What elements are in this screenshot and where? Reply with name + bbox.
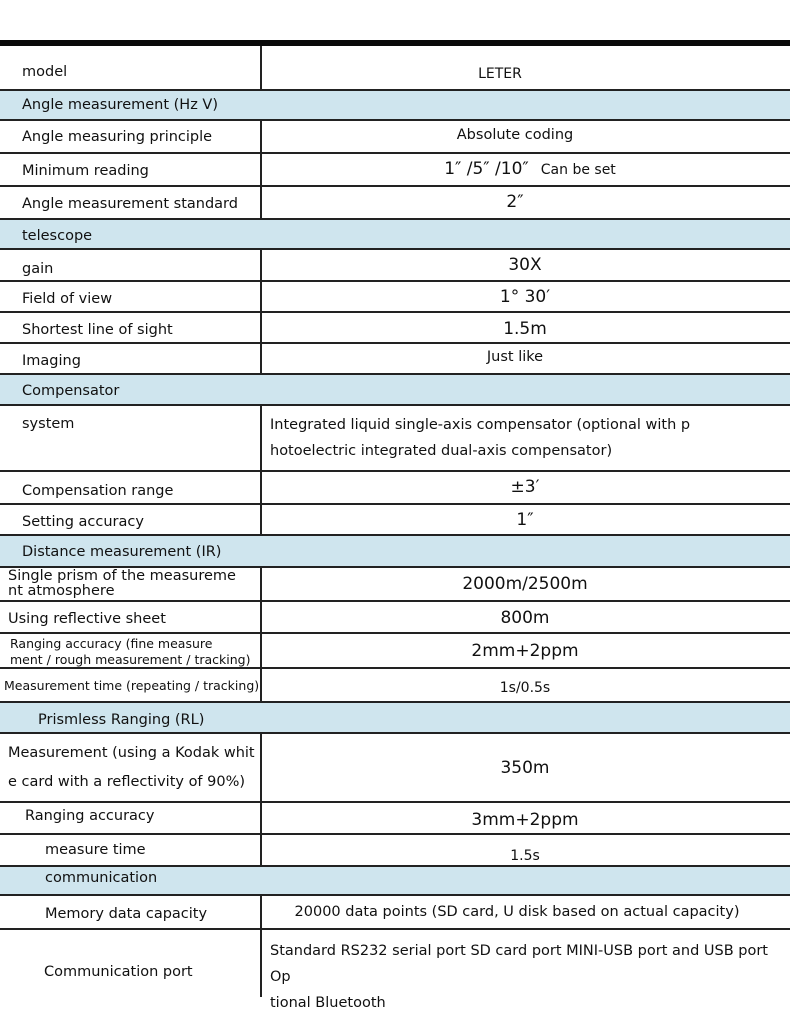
column-divider	[260, 46, 262, 89]
value-line: hotoelectric integrated dual-axis compensator)	[270, 443, 613, 459]
section-title: Prismless Ranging (RL)	[38, 712, 205, 728]
section-header	[0, 91, 790, 121]
table-row	[0, 568, 790, 602]
table-row	[0, 602, 790, 634]
row-value: 2mm+2ppm	[471, 641, 579, 661]
section-title: communication	[45, 870, 158, 886]
row-label: Angle measuring principle	[22, 129, 213, 145]
table-row	[0, 121, 790, 154]
table-row	[0, 803, 790, 835]
row-label: Imaging	[22, 353, 81, 369]
table-row	[0, 406, 790, 472]
label-line: Single prism of the measureme	[8, 568, 236, 584]
row-value: 1.5m	[503, 319, 547, 339]
row-label	[10, 636, 251, 668]
column-divider	[260, 568, 262, 600]
column-divider	[260, 602, 262, 632]
row-label: system	[22, 416, 75, 432]
table-row	[0, 505, 790, 536]
row-value: 350m	[500, 758, 550, 778]
row-label: model	[22, 64, 68, 80]
section-header	[0, 375, 790, 406]
row-value: 1° 30′	[499, 287, 551, 307]
column-divider	[260, 803, 262, 833]
row-label	[8, 739, 255, 797]
table-row	[0, 835, 790, 867]
column-divider	[260, 669, 262, 701]
table-row	[0, 46, 790, 91]
row-value	[262, 938, 770, 1016]
row-label: Minimum reading	[22, 163, 149, 179]
column-divider	[260, 344, 262, 373]
section-header	[0, 536, 790, 568]
table-row	[0, 930, 790, 1011]
row-label: measure time	[45, 842, 146, 858]
table-row	[0, 669, 790, 703]
row-label: Angle measurement standard	[22, 196, 238, 212]
label-line: Measurement (using a Kodak whit	[8, 745, 255, 761]
row-value: Just like	[486, 349, 544, 365]
column-divider	[260, 313, 262, 342]
row-label: Measurement time (repeating / tracking)	[4, 678, 260, 693]
column-divider	[260, 282, 262, 311]
column-divider	[260, 154, 262, 185]
row-label: Communication port	[44, 964, 193, 980]
row-value: Absolute coding	[456, 127, 574, 143]
section-title: Distance measurement (IR)	[22, 544, 222, 560]
table-row	[0, 472, 790, 505]
table-row	[0, 250, 790, 282]
row-label: Memory data capacity	[45, 906, 208, 922]
row-value: 2000m/2500m	[462, 574, 588, 594]
section-header	[0, 220, 790, 250]
table-row	[0, 344, 790, 375]
column-divider	[260, 472, 262, 503]
table-row	[0, 734, 790, 803]
row-value: LETER	[478, 66, 522, 82]
row-value: ±3′	[510, 477, 540, 497]
column-divider	[260, 250, 262, 280]
row-label: Using reflective sheet	[8, 611, 166, 627]
section-header	[0, 703, 790, 734]
column-divider	[260, 121, 262, 152]
column-divider	[260, 835, 262, 865]
column-divider	[260, 187, 262, 218]
row-label: Field of view	[22, 291, 113, 307]
row-label: Setting accuracy	[22, 514, 144, 530]
value-line: Integrated liquid single-axis compensator (optional with p	[270, 417, 691, 433]
row-label: gain	[22, 261, 54, 277]
row-value: 30X	[508, 255, 542, 275]
value-line: Standard RS232 serial port SD card port MINI-USB port and USB port Op	[270, 943, 768, 985]
minimum-reading-values: 1″ /5″ /10″	[444, 159, 529, 179]
label-line: e card with a reflectivity of 90%)	[8, 774, 246, 790]
row-value: 1s/0.5s	[499, 680, 551, 696]
table-row	[0, 634, 790, 669]
row-label: Compensation range	[22, 483, 174, 499]
table-row	[0, 282, 790, 313]
label-line: nt atmosphere	[8, 583, 115, 599]
row-label: Shortest line of sight	[22, 322, 173, 338]
column-divider	[260, 505, 262, 534]
table-row	[0, 313, 790, 344]
row-value: 1″	[516, 510, 534, 530]
section-title: Angle measurement (Hz V)	[22, 97, 218, 113]
column-divider	[260, 734, 262, 801]
row-value: 20000 data points (SD card, U disk based on actual capacity)	[294, 904, 740, 920]
label-line: Ranging accuracy (fine measure	[10, 636, 213, 651]
row-label: Ranging accuracy	[25, 808, 155, 824]
table-row	[0, 896, 790, 930]
row-value: 1.5s	[510, 848, 540, 864]
column-divider	[260, 634, 262, 667]
section-title: Compensator	[22, 383, 120, 399]
label-line: ment / rough measurement / tracking)	[10, 652, 251, 667]
row-value	[380, 159, 680, 179]
row-value	[262, 412, 770, 464]
row-value: 3mm+2ppm	[471, 810, 579, 830]
value-line: tional Bluetooth	[270, 995, 386, 1011]
row-value: 2″	[506, 192, 524, 212]
table-row	[0, 154, 790, 187]
row-label	[8, 569, 236, 599]
table-row	[0, 187, 790, 220]
row-value: 800m	[500, 608, 550, 628]
section-title: telescope	[22, 228, 93, 244]
section-header	[0, 867, 790, 896]
minimum-reading-note: Can be set	[540, 162, 616, 178]
